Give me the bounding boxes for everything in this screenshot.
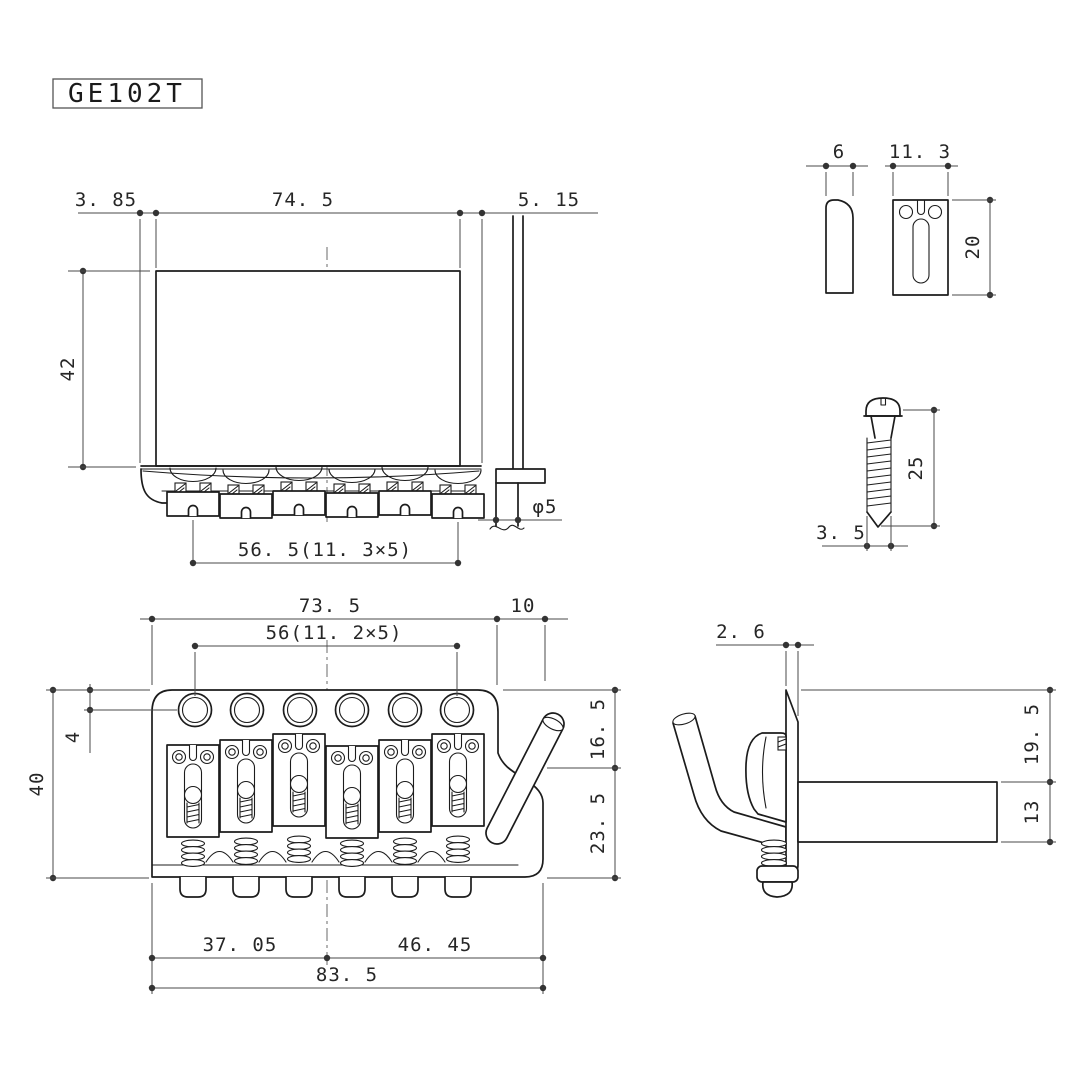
dim-side-upper-height-text: 19. 5 [1021, 702, 1043, 766]
dim-arm-diameter [478, 496, 562, 523]
bridge-plate-side [786, 690, 798, 877]
saddle [379, 740, 431, 832]
dim-right-span-text: 46. 45 [397, 934, 473, 956]
title-text: GE102T [68, 79, 186, 109]
dim-screw-thread-diameter [816, 516, 908, 551]
spring-foot [757, 866, 798, 897]
dim-total-height-group [26, 687, 150, 881]
dim-total-width-text: 83. 5 [315, 964, 379, 986]
dim-saddle-width-text: 11. 3 [888, 141, 952, 163]
dim-saddle-pitch [190, 520, 461, 566]
dim-total-height-text: 40 [26, 771, 48, 797]
dim-saddle-width [885, 141, 958, 196]
string-tab [180, 877, 206, 897]
dim-block-height-text: 42 [57, 356, 79, 382]
dim-arm-diameter-text: φ5 [532, 496, 558, 518]
dim-block-height [57, 268, 150, 470]
dim-left-span-text: 37. 05 [202, 934, 278, 956]
mount-hole [284, 694, 317, 727]
dim-saddle-thickness-text: 6 [832, 141, 846, 163]
dim-bottom-spans-group [149, 883, 546, 994]
front-view [26, 595, 621, 994]
saddle-side [746, 733, 786, 822]
saddle [379, 467, 431, 515]
dim-arm-offset-text: 10 [510, 595, 536, 617]
string-tab [392, 877, 418, 897]
saddle [273, 734, 325, 826]
dim-upper-height-text: 16. 5 [587, 697, 609, 761]
top-view [57, 189, 598, 566]
saddle-side-profile [826, 200, 853, 293]
dim-string-pitch-group [192, 622, 460, 696]
dim-saddle-pitch-text: 56. 5(11. 3×5) [237, 539, 413, 561]
string-tab [233, 877, 259, 897]
mounting-screw-view [816, 398, 940, 551]
dim-screw-length-text: 25 [905, 455, 927, 481]
dim-offset-right: 5. 15 [517, 189, 581, 211]
saddle [326, 469, 378, 517]
tremolo-arm-top [513, 216, 523, 469]
saddle-front-profile [893, 200, 948, 295]
dim-hole-inset-text: 4 [62, 730, 84, 744]
string-tab [286, 877, 312, 897]
dim-plate-width-text: 73. 5 [298, 595, 362, 617]
dim-side-plate-thickness-text: 2. 6 [716, 621, 766, 643]
tremolo-block-top [156, 271, 460, 466]
mount-hole [231, 694, 264, 727]
saddle [220, 740, 272, 832]
dim-saddle-height [952, 197, 996, 298]
saddle [432, 734, 484, 826]
string-tab [445, 877, 471, 897]
dim-lower-height-text: 23. 5 [587, 791, 609, 855]
screw-drawing [864, 398, 902, 527]
string-tab [339, 877, 365, 897]
mount-hole [389, 694, 422, 727]
mount-hole [336, 694, 369, 727]
dim-saddle-thickness [806, 141, 868, 196]
saddle [273, 467, 325, 515]
mount-hole [441, 694, 474, 727]
saddle [326, 746, 378, 838]
height-spring [762, 840, 787, 866]
dim-offset-left: 3. 85 [74, 189, 138, 211]
dim-saddle-height-text: 20 [962, 234, 984, 260]
dim-side-block-height-text: 13 [1021, 799, 1043, 825]
saddle [432, 470, 484, 518]
dim-plate-top-width: 74. 5 [271, 189, 335, 211]
dim-plate-thickness-group [716, 621, 814, 716]
saddle [167, 745, 219, 837]
dim-string-pitch-text: 56(11. 2×5) [265, 622, 403, 644]
side-view [672, 621, 1056, 897]
saddle-detail-view [806, 141, 996, 298]
sustain-block [798, 782, 997, 842]
mount-hole [179, 694, 212, 727]
title-block [53, 79, 202, 109]
dim-screw-thread-diameter-text: 3. 5 [816, 522, 866, 544]
